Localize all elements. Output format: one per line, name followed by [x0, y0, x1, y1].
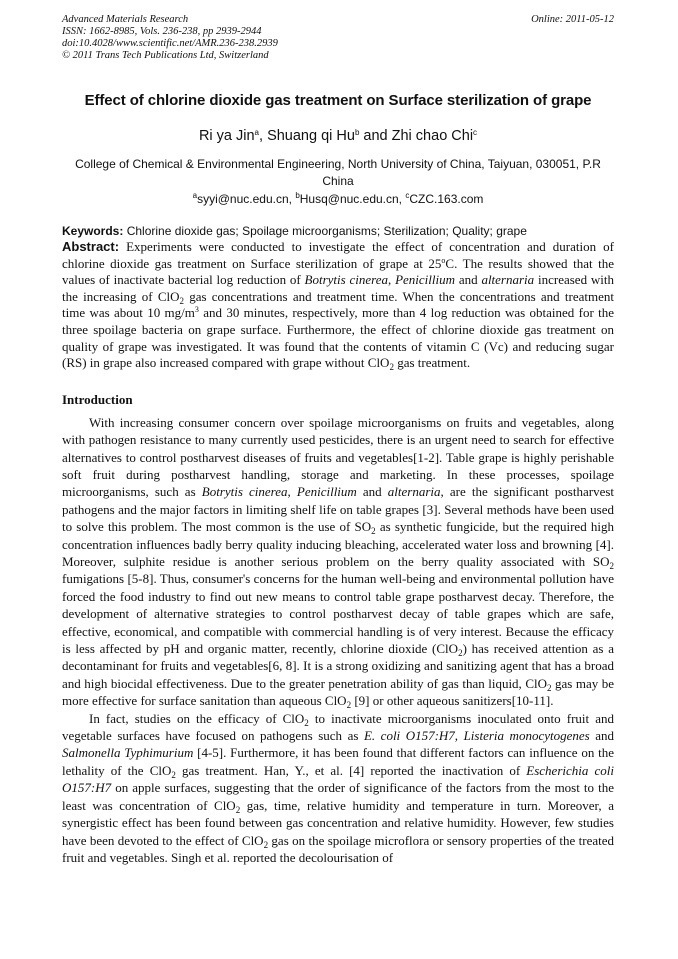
body-text: In fact, studies on the efficacy of ClO	[89, 710, 305, 726]
subscript: 2	[263, 839, 269, 850]
author-name: Shuang qi Hu	[267, 128, 355, 144]
author-separator: ,	[259, 128, 268, 144]
abstract-text: C. The results showed that the values of inactivate bacterial log reduction of	[62, 255, 614, 288]
subscript: 2	[371, 526, 376, 537]
subscript: 2	[235, 804, 241, 815]
journal-name: Advanced Materials Research	[62, 14, 189, 25]
body-text: ,	[287, 484, 297, 500]
issn-line: ISSN: 1662-8985, Vols. 236-238, pp 2939-2944	[62, 26, 262, 37]
species-name: Penicillium	[395, 272, 456, 288]
author-mark: b	[354, 128, 360, 137]
abstract-text: increased with the increasing of ClO	[62, 272, 614, 304]
subscript: 2	[546, 682, 552, 693]
body-text: [4-5]. Furthermore, it has been found that different factors can influence on the lethality of the ClO	[62, 745, 614, 778]
abstract-text: and 30 minutes, respectively, more than 4 log reduction was obtained for the three spoilage bacteria on grape surface. Furthermore, the effect of chlorine dioxide gas treatment on quality of grape was investigated. It was found that the contents of vitamin C (Vc) and reducing sugar (RS) in grape also increased compared with grape without ClO	[62, 305, 614, 371]
author-name: Zhi chao Chi	[391, 128, 474, 144]
keywords-text: Chlorine dioxide gas; Spoilage microorganisms; Sterilization; Quality; grape	[126, 224, 527, 238]
paper-page	[62, 14, 614, 866]
author-name: Ri ya Jin	[198, 128, 255, 144]
abstract-text: ,	[388, 272, 396, 288]
abstract-text: Experiments were conducted to investigate the effect of concentration and duration of chlorine dioxide gas treatment on Surface sterilization of grape at 25	[62, 239, 614, 271]
abstract-label: Abstract:	[62, 239, 120, 254]
body-text: gas treatment. Han, Y., et al. [4] reported the inactivation of	[175, 762, 527, 778]
journal-header	[62, 14, 614, 62]
subscript: 2	[171, 769, 176, 780]
affiliation: College of Chemical & Environmental Engineering, North University of China, Taiyuan, 030051, P.R China	[75, 157, 601, 188]
subscript: 2	[346, 700, 352, 711]
email-address: Husq@nuc.edu.cn	[299, 192, 399, 206]
body-text: With increasing consumer concern over spoilage microorganisms on fruits and vegetables, along with pathogen resistance to many currently used pesticides, there is an urgent need to search for effective alternatives to control postharvest diseases of fruits and vegetables[1-2]. Table grape is highly perishable soft fruit during postharvest handling, storage and marketing. In these processes, spoilage microorganisms, such as	[62, 414, 614, 500]
species-name: alternaria	[481, 272, 535, 288]
species-name: Salmonella Typhimurium	[62, 745, 194, 761]
subscript: 2	[304, 717, 309, 728]
author-mark: a	[254, 128, 259, 137]
email-separator: ,	[398, 192, 406, 206]
abstract	[62, 239, 614, 372]
species-name: alternaria	[387, 484, 441, 500]
abstract-text: gas treatment.	[393, 355, 471, 371]
body-text: [9] or other aqueous sanitizers[10-11].	[351, 693, 554, 709]
paragraph	[62, 414, 614, 710]
subscript: 2	[609, 561, 614, 571]
email-address: syyi@nuc.edu.cn	[197, 192, 289, 206]
body-text: gas on the spoilage microflora or sensory properties of the treated fruit and vegetables. Singh et al. reported the decolourisation of	[62, 832, 615, 865]
abstract-text: gas concentrations and treatment time. When the concentrations and treatment time was about 10 mg/m	[62, 288, 614, 321]
email-mark: b	[295, 191, 300, 200]
author-separator: and	[359, 128, 392, 144]
body-text: , are the significant postharvest pathogens and the major factors in limiting shelf life on table grapes [3]. Several methods have been used to solve this problem. The most common is the use of SO	[62, 484, 615, 535]
degree-sign: o	[441, 255, 446, 265]
online-date: Online: 2011-05-12	[531, 14, 614, 25]
doi-line: doi:10.4028/www.scientific.net/AMR.236-238.2939	[62, 38, 278, 49]
body-text: fumigations [5-8]. Thus, consumer's concerns for the human well-being and environmental pollution have forced the food industry to find out new means to control table grape postharvest decay. Therefore, the development of alternative strategies to control postharvest decay of table grapes which are safe, effective, economical, and compatible with commercial handling is of very interest. Because the efficacy is less affected by pH and organic matter, recently, chlorine dioxide (ClO	[62, 571, 614, 657]
keywords	[62, 224, 614, 238]
body-text: and	[356, 484, 388, 500]
body-text: to inactivate microorganisms inoculated onto fruit and vegetable surfaces have focused on pathogens such as	[62, 710, 614, 744]
species-name: Botrytis cinerea	[304, 272, 389, 288]
paragraph	[62, 710, 614, 867]
abstract-text: and	[455, 272, 482, 288]
keywords-label: Keywords:	[62, 224, 124, 238]
body-text: gas may be more effective for surface sanitation than aqueous ClO	[62, 675, 614, 709]
email-mark: a	[192, 191, 198, 200]
superscript: 3	[194, 305, 199, 315]
email-list	[62, 192, 614, 206]
email-mark: c	[405, 191, 410, 200]
body-text: as synthetic fungicide, but the required high concentration influences badly berry quality inducing bleaching, accelerated water loss and browning [4]. Moreover, sulphite residue is another serious problem on the berry quality associated with SO	[62, 519, 614, 569]
author-mark: c	[473, 128, 478, 137]
subscript: 2	[458, 648, 463, 659]
subscript: 2	[389, 362, 394, 373]
species-name: E. coli O157:H7, Listeria monocytogenes	[363, 728, 590, 744]
section-heading: Introduction	[62, 391, 133, 407]
email-address: CZC.163.com	[409, 192, 484, 206]
paper-title: Effect of chlorine dioxide gas treatment on Surface sterilization of grape	[84, 92, 592, 109]
body-text: gas, time, relative humidity and temperature in turn. Moreover, a synergistic effect has been found between gas concentration and relative humidity. However, few studies have been devoted to the effect of ClO	[62, 797, 614, 848]
species-name: Escherichia coli O157:H7	[62, 762, 614, 796]
body-text: ) has received attention as a decontaminant for fruits and vegetables[6, 8]. It is a strong oxidizing and sanitizing agent that has a broad and high biocidal effectiveness. Due to the greater penetration ability of gas than liquid, ClO	[62, 641, 614, 691]
body-text: and	[589, 728, 614, 744]
subscript: 2	[179, 295, 184, 306]
species-name: Botrytis cinerea	[201, 484, 288, 500]
species-name: Penicillium	[296, 484, 357, 500]
body-text: on apple surfaces, suggesting that the order of significance of the factors from the most to the least was concentration of ClO	[62, 780, 614, 813]
email-separator: ,	[288, 192, 296, 206]
author-list	[62, 128, 614, 144]
copyright-line: © 2011 Trans Tech Publications Ltd, Switzerland	[62, 50, 269, 61]
